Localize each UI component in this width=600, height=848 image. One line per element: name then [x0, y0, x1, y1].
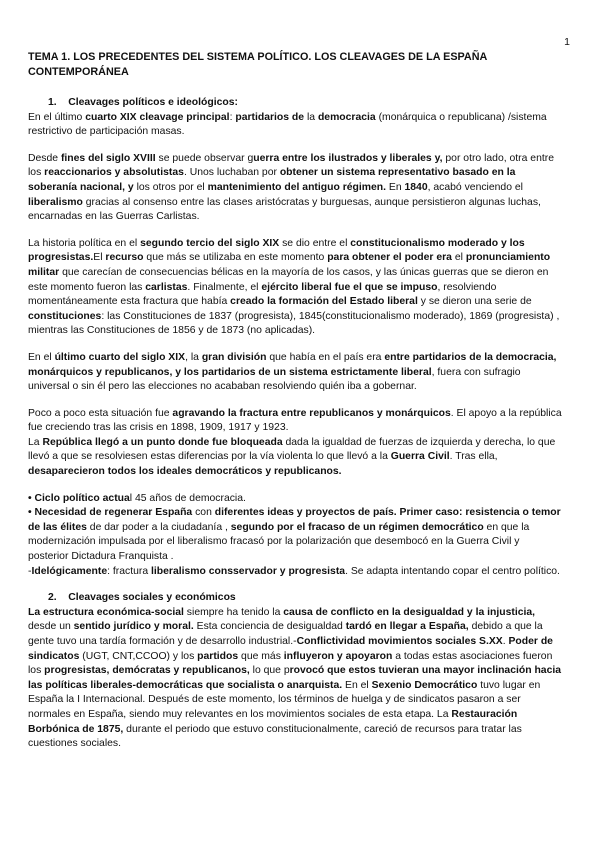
paragraph	[28, 436, 562, 480]
text: .	[502, 636, 509, 647]
bullet-item	[28, 565, 562, 580]
bold-text: entre partidarios de la democracia, monárquicos y republicanos, y los partidarios de un sistema estrictamente liberal	[28, 351, 557, 378]
text: (UGT, CNT,CCOO) y los	[79, 650, 198, 662]
bold-text: carlistas	[145, 281, 188, 293]
text: debido a que la gente tuvo una tardía formación y de desarrollo industrial.-	[28, 621, 543, 647]
text: la	[306, 111, 318, 123]
text: se puede observar g	[155, 152, 254, 164]
bold-text: liberalismo consservador y progresista	[151, 565, 346, 577]
section-heading-social: 2. Cleavages sociales y económicos	[48, 592, 236, 604]
text: tuvo lugar en España la I Internacional. Después de este momento, los términos de huelga y de sindicatos pasaron a ser normales en España, siendo muy relevantes en los movimientos sociales de esta etapa. La	[28, 679, 541, 720]
bold-text: progresistas, demócratas y republicanos,	[44, 665, 250, 677]
text: en que la modernización impulsada por el liberalismo fracasó por la polarización que desembocó en la Guerra Civil y posterior Dictadura Franquista .	[28, 521, 530, 563]
text: que más se utilizaba en este momento	[143, 252, 328, 264]
page-number: 1	[564, 36, 570, 48]
text: , fuera con sufragio universal o sin él pero las elecciones no acababan resolviendo quién iba a gobernar.	[28, 366, 521, 393]
text: : fractura	[107, 565, 152, 577]
bold-text: reaccionarios y absolutistas	[44, 167, 184, 179]
paragraph	[28, 111, 562, 140]
bold-text: influyeron y apoyaron	[283, 650, 393, 662]
text: . El apoyo a la república fue creciendo tras las crisis en 1898, 1909, 1917 y 1923.	[28, 407, 562, 434]
bold-text: liberalismo	[28, 196, 83, 208]
bold-text: obtener un sistema representativo basado en la soberanía nacional, y	[28, 167, 516, 193]
text: Esta conciencia de desigualdad	[193, 621, 346, 633]
bold-text: democracia	[317, 111, 376, 123]
paragraph	[28, 351, 562, 395]
text: , acabó venciendo el	[427, 181, 523, 193]
bold-text: gran división	[201, 351, 267, 363]
paragraph	[28, 407, 562, 436]
section-heading-political: 1. Cleavages políticos e ideológicos:	[48, 97, 238, 108]
bold-text: constitucionalismo moderado y los progresistas.	[28, 237, 525, 264]
bold-text: sentido jurídico y moral.	[73, 621, 194, 633]
bullet-item	[28, 506, 562, 564]
bold-text: La estructura económica-social	[28, 606, 184, 618]
text: se dio entre el	[279, 237, 351, 249]
text: En el	[342, 679, 372, 691]
bold-text: rovocó que estos tuvieran una mayor inclinación hacia las políticas liberales-democráticas que socialista o anarquista.	[28, 665, 562, 691]
text: con	[192, 507, 215, 519]
text: . Tras ella,	[449, 451, 498, 463]
text: que carecían de consecuencias bélicas en la mayoría de los casos, y las únicas guerras que se dieron en este momento fueron las	[28, 266, 549, 293]
text: durante el periodo que estuvo constitucionalmente, careció de recursos para tratar las cuestiones sociales.	[28, 723, 522, 750]
bold-text: creado la formación del Estado liberal	[230, 296, 418, 308]
text: . Finalmente, el	[187, 281, 262, 293]
text: los otros por el	[133, 181, 208, 193]
text: : las Constituciones de 1837 (progresista), 1845(constitucionalismo moderado), 1869 (progresista) , mientras las Constituciones de 1856 y de 1873 (no aplicadas).	[28, 310, 560, 337]
text: En	[386, 181, 405, 193]
bold-text: uerra entre los ilustrados y liberales y,	[253, 152, 443, 164]
text: que más	[238, 650, 284, 662]
paragraph	[28, 237, 562, 339]
text: :	[229, 111, 236, 123]
text: dada la igualdad de fuerzas de izquierda y derecha, lo que llevó a que se resolviesen estas diferencias por la vía violenta lo que llevó a la	[28, 436, 556, 463]
bold-text: partidos	[197, 650, 239, 662]
document-body	[28, 50, 562, 764]
bold-text: Sexenio Democrático	[371, 679, 478, 691]
bold-text: segundo tercio del siglo XIX	[140, 237, 280, 249]
paragraph	[28, 152, 562, 225]
bold-text: último cuarto del siglo XIX	[54, 351, 186, 363]
text: gracias al consenso entre las clases aristócratas y burguesas, aunque persistieron algunas luchas, encarnadas en las Guerras Carlistas.	[28, 196, 541, 223]
bold-text: agravando la fractura entre republicanos y monárquicos	[172, 407, 451, 419]
text: que había en el país era	[266, 351, 385, 363]
text: . Unos luchaban por	[183, 167, 280, 179]
bold-text: pronunciamiento militar	[28, 252, 551, 278]
bold-text: partidarios de	[235, 111, 307, 123]
bold-text: Guerra Civil	[390, 451, 450, 463]
text: -	[28, 565, 32, 577]
bold-text: Idelógicamente	[31, 565, 108, 577]
text: En el	[28, 351, 55, 363]
bold-text: recurso	[105, 252, 144, 264]
text: siempre ha tenido la	[183, 606, 284, 618]
bold-text: • Necesidad de regenerar España	[28, 507, 193, 519]
bold-text: República llegó a un punto donde fue bloqueada	[42, 436, 283, 448]
text: El	[93, 252, 106, 264]
bold-text: • Ciclo político actua	[28, 492, 130, 504]
bold-text: cuarto XIX cleavage principal	[85, 111, 230, 123]
text: En el último	[28, 111, 86, 123]
bold-text: 1840	[404, 181, 428, 193]
text: por otro lado, otra entre los	[28, 152, 554, 179]
bold-text: desaparecieron todos los ideales democráticos y republicanos.	[28, 466, 342, 478]
text: . Se adapta intentando copar el centro político.	[345, 565, 560, 577]
bold-text: constituciones	[28, 310, 102, 322]
text: l 45 años de democracia.	[129, 492, 246, 504]
text: (monárquica o republicana) /sistema restrictivo de participación masas.	[28, 111, 547, 138]
bold-text: segundo por el fracaso de un régimen democrático	[230, 521, 484, 533]
text: de dar poder a la ciudadanía ,	[86, 521, 231, 533]
bold-text: fines del siglo XVIII	[60, 152, 156, 164]
bold-text: causa de conflicto en la desigualdad y la injusticia,	[283, 606, 536, 618]
bold-text: Conflictividad movimientos sociales S.XX	[296, 636, 503, 647]
text: , la	[185, 351, 202, 363]
text: La historia política en el	[28, 237, 141, 249]
bold-text: ejército liberal fue el que se impuso	[261, 281, 438, 293]
bold-text: Restauración Borbónica de 1875,	[28, 708, 518, 735]
text: La	[28, 436, 43, 448]
text: , resolviendo momentáneamente esta fractura que había	[28, 281, 497, 308]
paragraph	[28, 606, 562, 752]
text: lo que p	[249, 665, 290, 677]
bold-text: diferentes ideas y proyectos de país. Primer caso: resistencia o temor de las élites	[28, 507, 561, 533]
bold-text: para obtener el poder era	[327, 252, 452, 264]
text: a todas estas asociaciones fueron los	[28, 650, 553, 677]
text: el	[451, 252, 466, 264]
text: desde un	[28, 621, 74, 633]
text: Poco a poco esta situación fue	[28, 407, 173, 419]
bold-text: Poder de sindicatos	[28, 636, 553, 662]
text: y se dieron una serie de	[417, 296, 532, 308]
bold-text: tardó en llegar a España,	[345, 621, 469, 633]
document-title: TEMA 1. LOS PRECEDENTES DEL SISTEMA POLÍTICO. LOS CLEAVAGES DE LA ESPAÑA CONTEMPORÁNEA	[28, 51, 487, 78]
bold-text: mantenimiento del antiguo régimen.	[207, 181, 387, 193]
text: Desde	[28, 152, 61, 164]
bullet-item	[28, 492, 562, 507]
